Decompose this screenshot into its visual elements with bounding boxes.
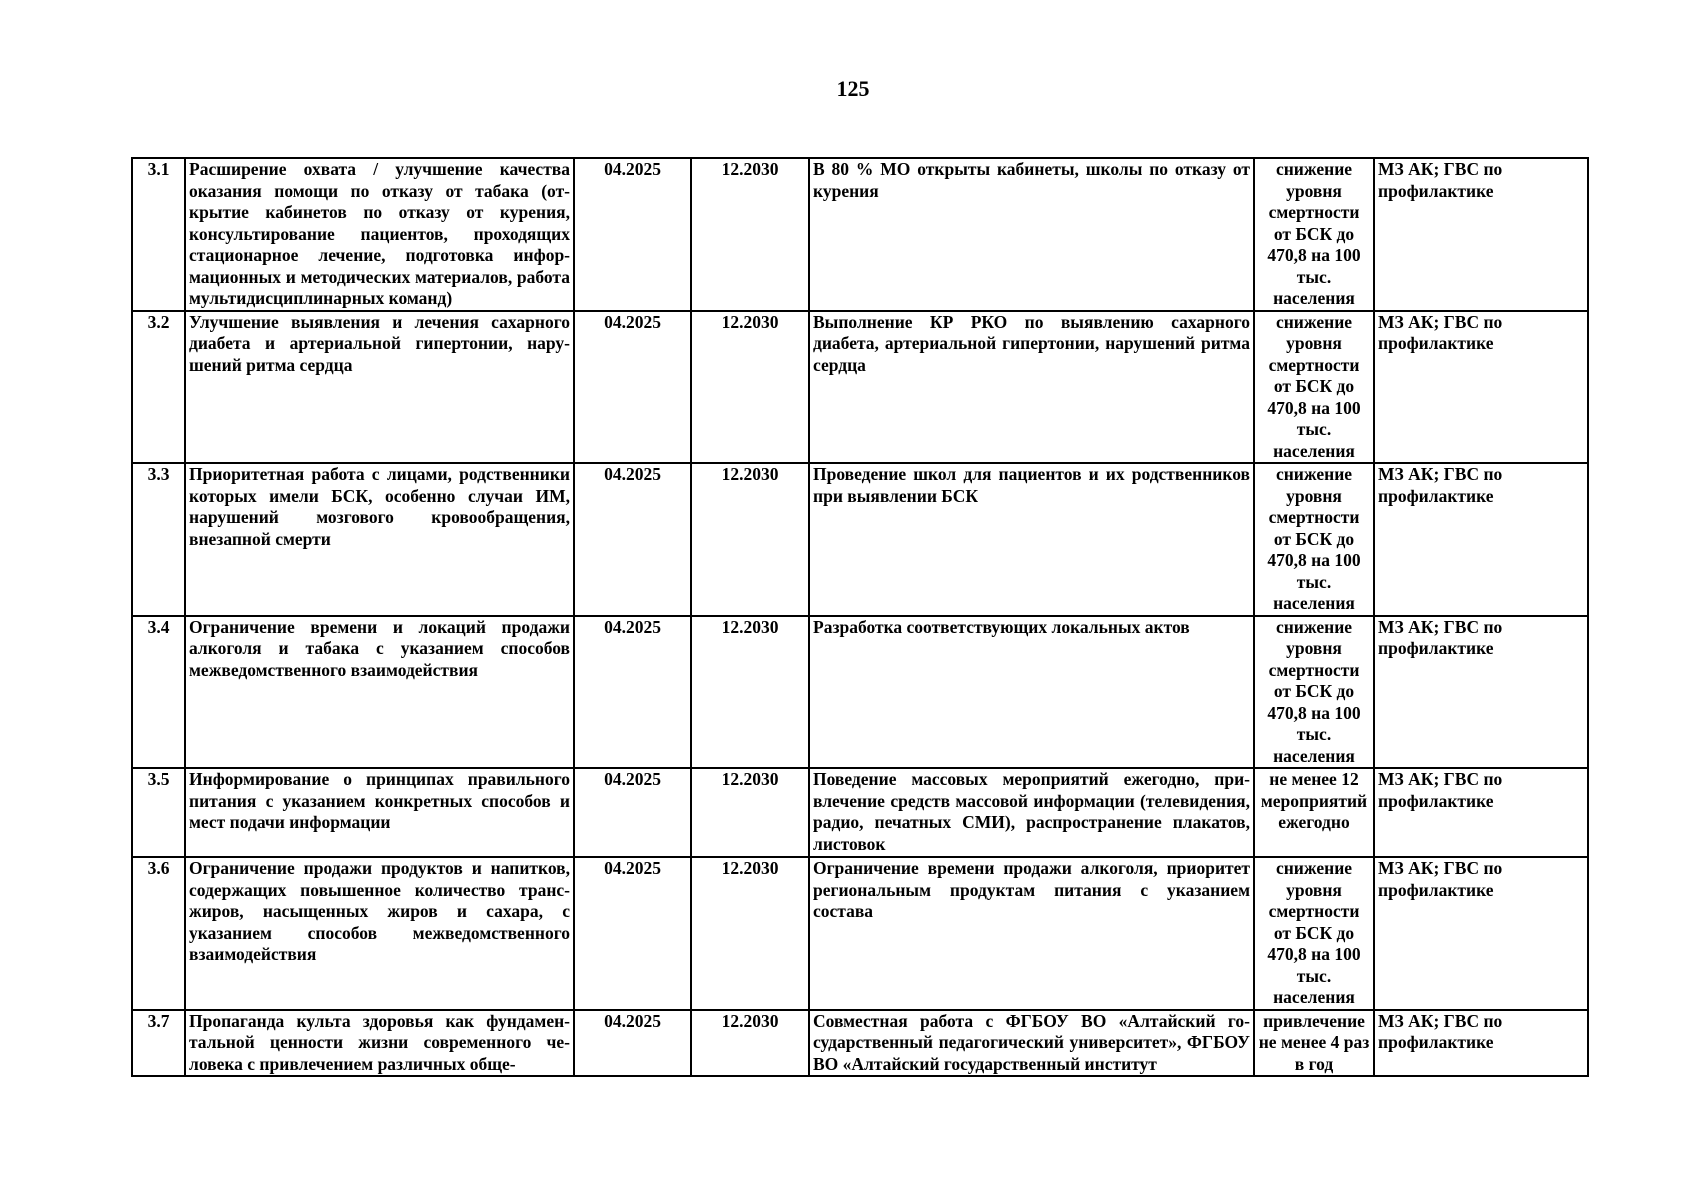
start-date: 04.2025 bbox=[574, 1010, 691, 1077]
expected-result: Разработка соответствующих локальных актов bbox=[809, 616, 1254, 769]
table-body bbox=[132, 158, 1588, 1076]
activity-title: Приоритетная работа с лицами, родственники которых имели БСК, особенно случаи ИМ, нарушений мозгового кровообращения, внезапной смерти bbox=[185, 463, 574, 616]
responsible: МЗ АК; ГВС по профилактике bbox=[1374, 616, 1588, 769]
responsible: МЗ АК; ГВС по профилактике bbox=[1374, 857, 1588, 1010]
responsible: МЗ АК; ГВС по профилактике bbox=[1374, 768, 1588, 857]
row-number: 3.3 bbox=[132, 463, 185, 616]
activity-title: Ограничение времени и локаций продажи алкоголя и табака с указанием способов межведомственного взаимодействия bbox=[185, 616, 574, 769]
indicator: привлечение не менее 4 раз в год bbox=[1254, 1010, 1374, 1077]
indicator: снижение уровня смертности от БСК до 470,8 на 100 тыс. населения bbox=[1254, 857, 1374, 1010]
row-number: 3.6 bbox=[132, 857, 185, 1010]
page-number: 125 bbox=[836, 76, 870, 101]
table-row bbox=[132, 1010, 1588, 1077]
start-date: 04.2025 bbox=[574, 768, 691, 857]
row-number: 3.5 bbox=[132, 768, 185, 857]
indicator: не менее 12 мероприятий ежегодно bbox=[1254, 768, 1374, 857]
expected-result: Проведение школ для пациентов и их родственников при выявлении БСК bbox=[809, 463, 1254, 616]
end-date: 12.2030 bbox=[691, 768, 809, 857]
start-date: 04.2025 bbox=[574, 158, 691, 311]
activities-table bbox=[131, 157, 1589, 1077]
responsible: МЗ АК; ГВС по профилактике bbox=[1374, 311, 1588, 464]
end-date: 12.2030 bbox=[691, 158, 809, 311]
responsible: МЗ АК; ГВС по профилактике bbox=[1374, 158, 1588, 311]
activity-title: Ограничение продажи продуктов и напитков, содержащих повышенное количество транс-жиров, насыщенных жиров и сахара, с указанием способов межведомственного взаимодействия bbox=[185, 857, 574, 1010]
indicator: снижение уровня смертности от БСК до 470,8 на 100 тыс. населения bbox=[1254, 616, 1374, 769]
end-date: 12.2030 bbox=[691, 857, 809, 1010]
table-row bbox=[132, 768, 1588, 857]
activity-title: Расширение охвата / улучшение качества оказания помощи по отказу от табака (открытие кабинетов по отказу от курения, консультирование пациентов, проходящих стационарное лечение, подготовка информационных и методических материалов, работа мультидисциплинарных команд) bbox=[185, 158, 574, 311]
row-number: 3.4 bbox=[132, 616, 185, 769]
indicator: снижение уровня смертности от БСК до 470,8 на 100 тыс. населения bbox=[1254, 311, 1374, 464]
expected-result: Ограничение времени продажи алкоголя, приоритет региональным продуктам питания с указанием состава bbox=[809, 857, 1254, 1010]
activity-title: Пропаганда культа здоровья как фундаментальной ценности жизни современного человека с привлечением различных обще- bbox=[185, 1010, 574, 1077]
activity-title: Информирование о принципах правильного питания с указанием конкретных способов и мест подачи информации bbox=[185, 768, 574, 857]
end-date: 12.2030 bbox=[691, 311, 809, 464]
start-date: 04.2025 bbox=[574, 463, 691, 616]
indicator: снижение уровня смертности от БСК до 470,8 на 100 тыс. населения bbox=[1254, 463, 1374, 616]
row-number: 3.1 bbox=[132, 158, 185, 311]
table-row bbox=[132, 463, 1588, 616]
end-date: 12.2030 bbox=[691, 463, 809, 616]
table-row bbox=[132, 158, 1588, 311]
end-date: 12.2030 bbox=[691, 1010, 809, 1077]
responsible: МЗ АК; ГВС по профилактике bbox=[1374, 463, 1588, 616]
indicator: снижение уровня смертности от БСК до 470,8 на 100 тыс. населения bbox=[1254, 158, 1374, 311]
expected-result: Поведение массовых мероприятий ежегодно, привлечение средств массовой информации (телевидения, радио, печатных СМИ), распространение плакатов, листовок bbox=[809, 768, 1254, 857]
row-number: 3.2 bbox=[132, 311, 185, 464]
end-date: 12.2030 bbox=[691, 616, 809, 769]
expected-result: В 80 % МО открыты кабинеты, школы по отказу от курения bbox=[809, 158, 1254, 311]
table-row bbox=[132, 857, 1588, 1010]
row-number: 3.7 bbox=[132, 1010, 185, 1077]
activity-title: Улучшение выявления и лечения сахарного диабета и артериальной гипертонии, нарушений ритма сердца bbox=[185, 311, 574, 464]
start-date: 04.2025 bbox=[574, 616, 691, 769]
table-row bbox=[132, 311, 1588, 464]
table-row bbox=[132, 616, 1588, 769]
expected-result: Совместная работа с ФГБОУ ВО «Алтайский государственный педагогический университет», ФГБОУ ВО «Алтайский государственный институт bbox=[809, 1010, 1254, 1077]
expected-result: Выполнение КР РКО по выявлению сахарного диабета, артериальной гипертонии, нарушений ритма сердца bbox=[809, 311, 1254, 464]
start-date: 04.2025 bbox=[574, 857, 691, 1010]
responsible: МЗ АК; ГВС по профилактике bbox=[1374, 1010, 1588, 1077]
start-date: 04.2025 bbox=[574, 311, 691, 464]
